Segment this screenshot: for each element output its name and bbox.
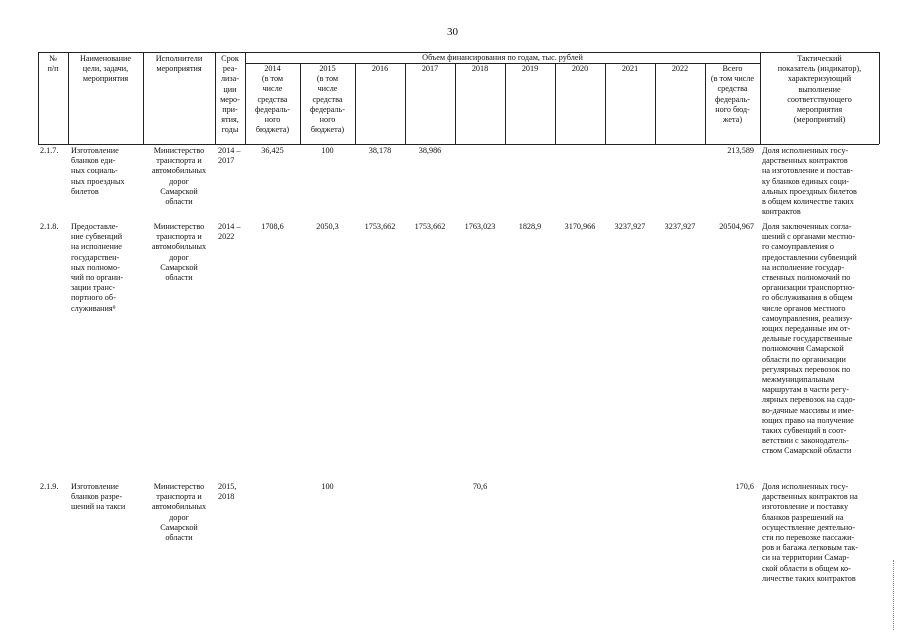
row-total: 20504,967 — [719, 222, 754, 231]
row-y2022: 3237,927 — [664, 222, 696, 231]
row-name: Изготовление бланков еди- ных социаль- ных проездных билетов — [71, 146, 125, 196]
row-total: 213,589 — [727, 146, 754, 155]
header-total: Всего (в том числе средства федераль- ного бюд- жета) — [710, 64, 755, 125]
row-y2014: 1708,6 — [261, 222, 284, 231]
header-y2021: 2021 — [621, 64, 639, 73]
header-name: Наименование цели, задачи, мероприятия — [79, 54, 131, 84]
header-y2017: 2017 — [421, 64, 439, 73]
header-indicator: Тактический показатель (индикатор), характеризующий выполнение соответствующего мероприятия (мероприятий) — [777, 54, 862, 125]
row-num: 2.1.8. — [40, 222, 59, 231]
row-name: Изготовление бланков разре- шений на такси — [71, 482, 126, 512]
header-num: № п/п — [47, 54, 59, 74]
header-y2016: 2016 — [371, 64, 389, 73]
row-y2017: 1753,662 — [414, 222, 446, 231]
row-y2015: 100 — [321, 482, 334, 491]
row-y2016: 1753,662 — [364, 222, 396, 231]
row-period: 2015, 2018 — [218, 482, 237, 502]
header-period: Срок реа- лиза- ции меро- при- ятия, годы — [220, 54, 240, 135]
header-executor: Исполнители мероприятия — [155, 54, 203, 74]
row-period: 2014 – 2017 — [218, 146, 241, 166]
row-period: 2014 – 2022 — [218, 222, 241, 242]
row-executor: Министерство транспорта и автомобильных дорог Самарской области — [151, 482, 207, 543]
row-name: Предоставле- ние субвенций на исполнение государствен- ных полномо- чий по органи- зации транс- портного об- служивания⁹ — [71, 222, 124, 313]
row-y2016: 38,178 — [368, 146, 392, 155]
row-y2018: 1763,023 — [464, 222, 496, 231]
header-y2020: 2020 — [571, 64, 589, 73]
row-indicator: Доля исполненных госу- дарственных контрактов на изготовление и поставку бланков разрешений на осуществление деятельно- сти по перевозке пассажи- ров и багажа легковым так- си на территории Самар- ской области в общем ко- личестве таких контрактов — [762, 482, 859, 583]
row-executor: Министерство транспорта и автомобильных дорог Самарской области — [151, 222, 207, 283]
row-y2021: 3237,927 — [614, 222, 646, 231]
row-y2015: 2050,3 — [316, 222, 339, 231]
row-y2020: 3170,966 — [564, 222, 596, 231]
row-y2019: 1828,9 — [518, 222, 542, 231]
header-y2015: 2015 (в том числе средства федераль- ного бюджета) — [310, 64, 345, 135]
row-num: 2.1.7. — [40, 146, 59, 155]
header-y2018: 2018 — [471, 64, 489, 73]
header-y2014: 2014 (в том числе средства федераль- ного бюджета) — [255, 64, 290, 135]
row-indicator: Доля исполненных госу- дарственных контрактов на изготовление и постав- ку бланков единых соци- альных проездных билетов в общем количестве таких контрактов — [762, 146, 857, 217]
row-y2017: 38,986 — [418, 146, 442, 155]
row-num: 2.1.9. — [40, 482, 59, 491]
page-number: 30 — [447, 26, 458, 38]
header-funding: Объем финансирования по годам, тыс. рублей — [422, 53, 583, 62]
header-y2019: 2019 — [521, 64, 539, 73]
row-y2018: 70,6 — [472, 482, 488, 491]
row-indicator: Доля заключенных согла- шений с органами местно- го самоуправления о предоставлении субвенций на исполнение государ- ственных полномочий по организации транспортно- го обслуживания в общем числе органов местного самоуправления, реализу- ющих переданные им от- дельные государственные полномочия Самарской области по организации регулярных перевозок по межмуниципальным маршрутам в части регу- лярных перевозок на садо- во-дачные массивы и име- ющих право на получение таких субвенций в соот- ветствии с законодатель- ством Самарской области — [762, 222, 857, 456]
row-y2015: 100 — [321, 146, 334, 155]
header-y2022: 2022 — [671, 64, 689, 73]
row-total: 170,6 — [735, 482, 754, 491]
scan-margin-mark — [893, 560, 894, 630]
row-executor: Министерство транспорта и автомобильных дорог Самарской области — [151, 146, 207, 207]
row-y2014: 36,425 — [261, 146, 284, 155]
